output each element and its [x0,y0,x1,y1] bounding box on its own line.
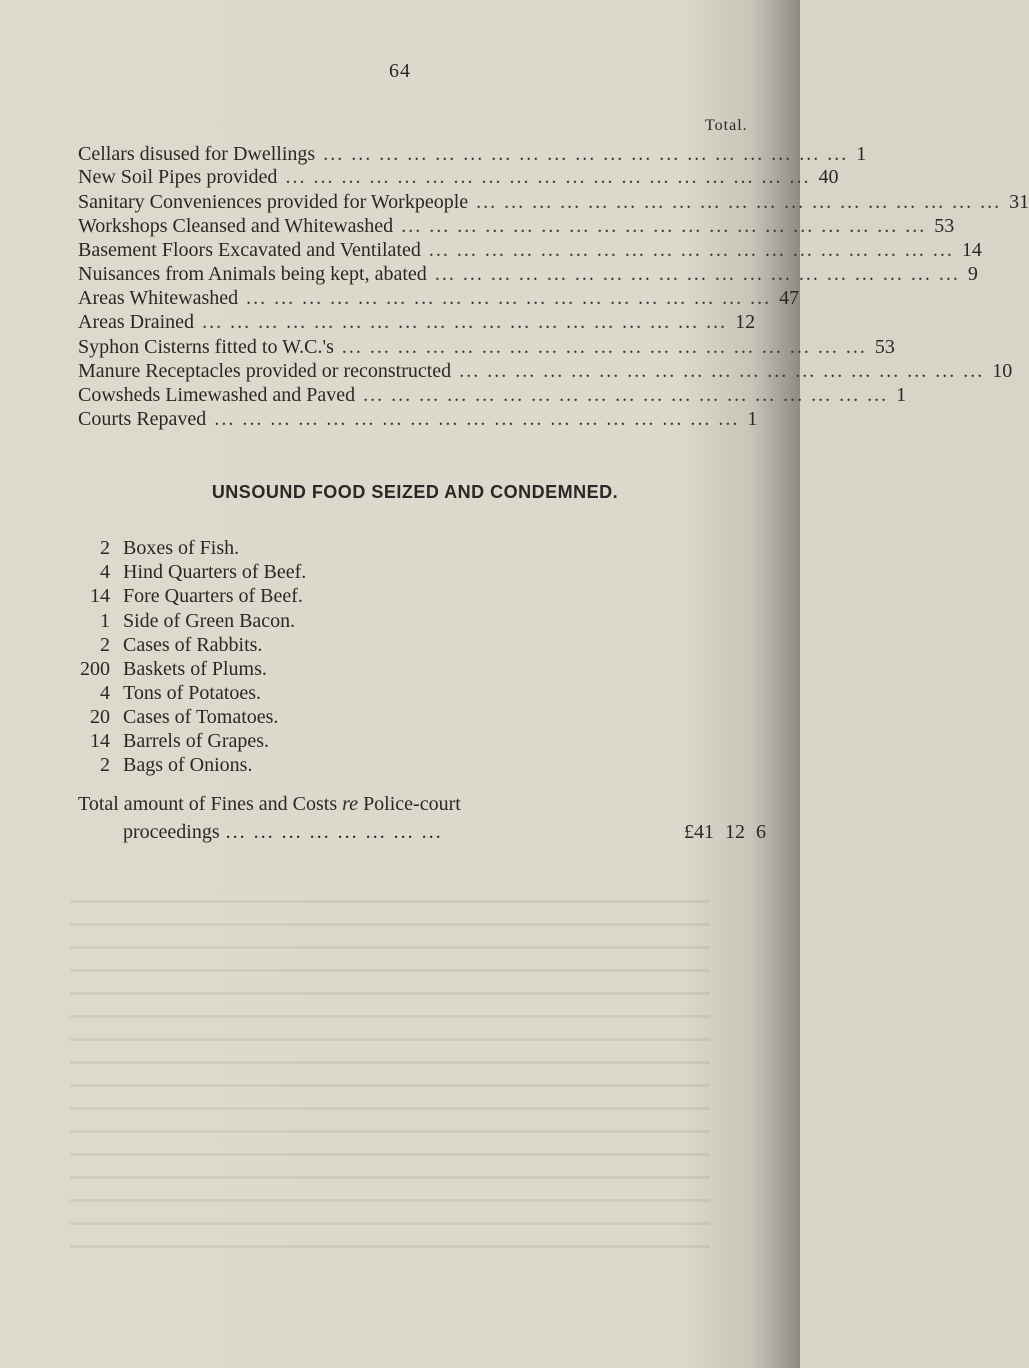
leader-dots: ... ... ... ... ... ... ... ... [225,821,443,843]
item-description: Cases of Tomatoes. [123,706,279,728]
leader-dots: ... ... ... ... ... ... ... ... ... ... ... ... ... ... ... ... ... ... ... [341,336,867,358]
row-total: 10 [992,360,1013,382]
row-label: Workshops Cleansed and Whitewashed [78,215,394,237]
fines-text-italic: re [342,793,359,815]
row-label: Syphon Cisterns fitted to W.C.'s [78,336,334,358]
item-quantity: 1 [100,610,110,632]
leader-dots: ... ... ... ... ... ... ... ... ... ... ... ... ... ... ... ... ... ... ... [202,311,728,333]
row-total: 47 [779,287,800,309]
leader-dots: ... ... ... ... ... ... ... ... ... ... ... ... ... ... ... ... ... ... ... [459,360,985,382]
item-description: Tons of Potatoes. [123,682,262,704]
leader-dots: ... ... ... ... ... ... ... ... ... ... ... ... ... ... ... ... ... ... ... [323,143,849,165]
leader-dots: ... ... ... ... ... ... ... ... ... ... ... ... ... ... ... ... ... ... ... [246,287,772,309]
leader-dots: ... ... ... ... ... ... ... ... ... ... ... ... ... ... ... ... ... ... ... [476,191,1002,213]
row-label: Areas Whitewashed [78,287,239,309]
row-total: 12 [735,311,756,333]
fines-text-end: Police-court [358,793,461,815]
fines-statement [78,790,461,818]
leader-dots: ... ... ... ... ... ... ... ... ... ... ... ... ... ... ... ... ... ... ... [428,239,954,261]
row-label: New Soil Pipes provided [78,166,278,188]
row-total: 53 [934,215,955,237]
row-label: Courts Repaved [78,408,207,430]
row-total: 31 [1009,191,1029,213]
row-total: 40 [818,166,839,188]
item-description: Side of Green Bacon. [123,610,296,632]
table-row [78,163,839,191]
item-description: Cases of Rabbits. [123,634,263,656]
row-label: Cowsheds Limewashed and Paved [78,384,356,406]
item-description: Barrels of Grapes. [123,730,270,752]
row-label: Nuisances from Animals being kept, abated [78,263,427,285]
table-row [78,308,754,336]
item-description: Bags of Onions. [123,754,253,776]
leader-dots: ... ... ... ... ... ... ... ... ... ... ... ... ... ... ... ... ... ... ... [285,166,811,188]
row-label: Areas Drained [78,311,195,333]
item-quantity: 14 [90,585,110,607]
row-total: 1 [856,143,867,165]
item-quantity: 2 [100,537,110,559]
item-description: Fore Quarters of Beef. [123,585,303,607]
fines-text-start: Total amount of Fines and Costs [78,793,343,815]
item-description: Baskets of Plums. [123,658,267,680]
row-label: Sanitary Conveniences provided for Workpeople [78,191,469,213]
fines-amount: £41 12 6 [684,821,766,843]
leader-dots: ... ... ... ... ... ... ... ... ... ... ... ... ... ... ... ... ... ... ... [401,215,927,237]
item-description: Hind Quarters of Beef. [123,561,307,583]
row-total: 9 [967,263,978,285]
item-description: Boxes of Fish. [123,537,240,559]
row-total: 1 [896,384,907,406]
section-heading-unsound-food: UNSOUND FOOD SEIZED AND CONDEMNED. [211,482,619,502]
fines-total-line [123,818,766,846]
item-quantity: 2 [100,634,110,656]
row-total: 14 [961,239,982,261]
item-quantity: 4 [100,682,110,704]
item-quantity: 20 [90,706,110,728]
total-column-header: Total. [705,117,748,134]
row-total: 53 [874,336,895,358]
row-total: 1 [747,408,758,430]
table-row [78,405,758,433]
fines-proceedings-label: proceedings [123,821,220,843]
page-number: 64 [389,60,411,82]
show-through-texture [70,880,710,1260]
item-quantity: 200 [80,658,110,680]
item-quantity: 14 [90,730,110,752]
leader-dots: ... ... ... ... ... ... ... ... ... ... ... ... ... ... ... ... ... ... ... [214,408,740,430]
row-label: Basement Floors Excavated and Ventilated [78,239,421,261]
item-quantity: 4 [100,561,110,583]
leader-dots: ... ... ... ... ... ... ... ... ... ... ... ... ... ... ... ... ... ... ... [434,263,960,285]
leader-dots: ... ... ... ... ... ... ... ... ... ... ... ... ... ... ... ... ... ... ... [363,384,889,406]
item-quantity: 2 [100,754,110,776]
row-label: Manure Receptacles provided or reconstructed [78,360,452,382]
row-label: Cellars disused for Dwellings [78,143,316,165]
